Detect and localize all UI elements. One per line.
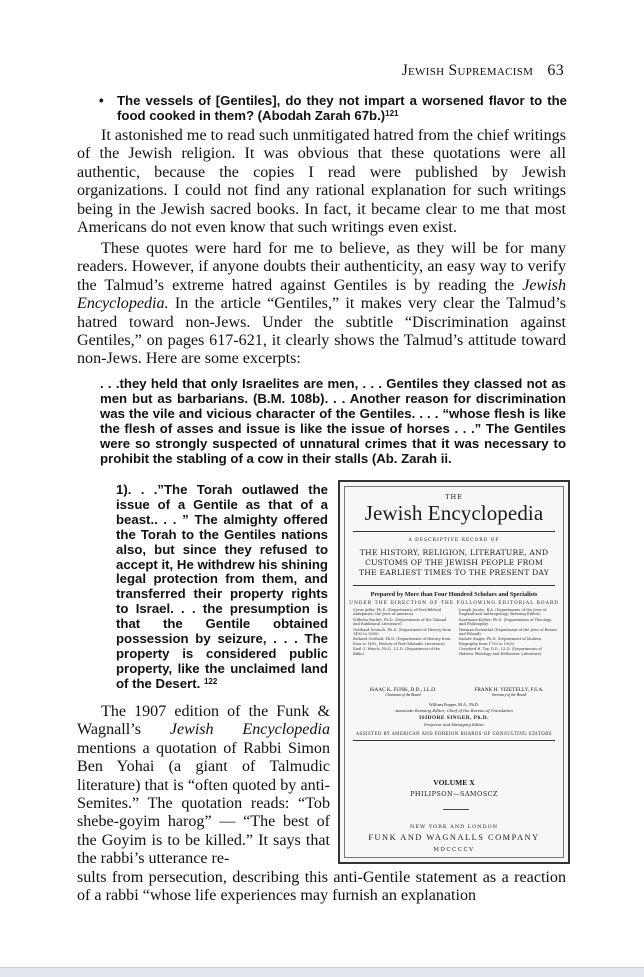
chair-right-role: Secretary of the Board	[491, 693, 527, 697]
fig-prepared-by: Prepared by More than Four Hundred Scholars and Specialists	[370, 591, 538, 598]
board-member: Emil G. Hirsch, Ph.D., LL.D. (Department of the Bible).	[353, 647, 440, 656]
figure-inner-border	[344, 486, 564, 858]
fig-projector-role: Projector and Managing Editor	[423, 722, 485, 727]
paragraph-1907-edition	[77, 703, 330, 869]
board-member: Isidore Singer, Ph.D. (Department of Modern Biography from 1750 to 1905).	[459, 637, 542, 646]
board-member: Joseph Jacobs, B.A. (Departments of the Jews of England and Anthropology; Revising Editor).	[459, 608, 547, 617]
board-member: Herman Rosenthal (Department of the Jews of Russia and Poland).	[459, 627, 557, 637]
paragraph-continuation: sults from persecution, describing this anti-Gentile statement as a reaction of a rabbi “whose life experiences may furnish an explanation	[77, 869, 566, 905]
fig-chair-left	[355, 687, 451, 697]
bullet-marker: •	[99, 93, 104, 108]
fig-rule-2	[353, 585, 555, 586]
chair-left-name: ISAAC K. FUNK, D.D., LL.D.	[369, 687, 437, 693]
fig-assisted-by: ASSISTED BY AMERICAN AND FOREIGN BOARDS OF CONSULTING EDITORS	[356, 731, 552, 736]
fig-chair-right	[459, 687, 559, 697]
fig-managing-role: Associate Revising Editor; Chief of the Bureau of Translation	[395, 708, 513, 713]
fig-editorial-board: UNDER THE DIRECTION OF THE FOLLOWING EDITORIAL BOARD	[349, 601, 559, 606]
fig-projector-name: ISIDORE SINGER, Ph.D.	[419, 715, 489, 721]
fig-rule-1	[353, 531, 555, 532]
page-number: 63	[547, 62, 564, 79]
bullet-quote-text: The vessels of [Gentiles], do they not impart a worsened flavor to the food cooked in them? (Abodah Zarah 67b.)	[117, 93, 567, 123]
fig-small-rule	[443, 809, 469, 810]
fig-the: THE	[445, 493, 463, 501]
block-quote-part-2	[116, 483, 328, 692]
fig-year: MDCCCCV	[433, 847, 475, 853]
board-member: Richard Gottheil, Ph.D. (Departments of History from Ezra to 1492; History of Post-Talmudic Literature).	[353, 637, 451, 646]
fig-volume-range: PHILIPSON—SAMOSCZ	[410, 790, 498, 798]
fig-descriptive-record: A DESCRIPTIVE RECORD OF	[408, 538, 500, 543]
paragraph-quotes-hard-b: In the article “Gentiles,” it makes very clear the Talmud’s hatred toward non-Jews. Under the subtitle “Discrimination against Gentiles,” on pages 617-621, it clearly shows the Talmud’s attitude toward non-Jews. Here are some excerpts:	[77, 295, 566, 368]
fig-title: Jewish Encyclopedia	[364, 501, 544, 525]
encyclopedia-title-page-figure	[338, 480, 570, 864]
bullet-quote	[117, 93, 567, 123]
fig-volume: VOLUME X	[433, 778, 475, 787]
board-member: Kaufmann Kohler, Ph.D. (Departments of Theology and Philosophy).	[459, 617, 552, 627]
fig-cities: NEW YORK AND LONDON	[409, 824, 499, 830]
paragraph-astonished: It astonished me to read such unmitigated hatred from the chief writings of the Jewish religion. It was obvious that these quotations were all authentic, because the copies I read were published by Jewish organizations. I could not find any rational explanation for such writings being in the Jewish sacred books. In fact, it became clear to me that most Americans do not even know that such writings even exist.	[77, 127, 566, 237]
board-member: Wilhelm Bacher, Ph.D. (Departments of the Talmud and Rabbinical Literature).	[353, 617, 447, 627]
board-member: Gotthard Deutsch, Ph.D. (Department of History from 1492 to 1905).	[353, 627, 452, 637]
chair-right-name: FRANK H. VIZETELLY, F.S.A.	[474, 687, 544, 693]
fig-board-left	[353, 608, 451, 656]
board-member: Cyrus Adler, Ph.D. (Departments of Post-Biblical Antiquities; the Jews of America).	[353, 608, 442, 617]
fig-publisher: FUNK AND WAGNALLS COMPANY	[368, 833, 540, 842]
header-title: Jewish Supremacism	[401, 62, 534, 79]
block-quote-part-2-text: 1). . .”The Torah outlawed the issue of a Gentile as that of a beast.. . . ” The almighty offered the Torah to the Gentiles nations also, but since they refused to accept it, He withdrew his shining legal protection from them, and transferred their property rights to Israel. . . the presumption is that the Gentile obtained possession by seizure, . . . The property is considered public property, like the unclaimed land of the Desert.	[116, 482, 328, 691]
footnote-ref-122: 122	[203, 676, 218, 686]
paragraph-quotes-hard-a: These quotes were hard for me to believe, as they will be for many readers. However, if anyone doubts their authenticity, an easy way to verify the Talmud’s extreme hatred against Gentiles is by reading the	[77, 240, 566, 294]
fig-board-right	[459, 608, 557, 656]
jewish-encyclopedia-italic-2: Jewish Encyclopedia	[169, 721, 331, 739]
jewish-encyclopedia-italic: Jewish Encyclopedia.	[77, 276, 566, 313]
footnote-ref-121: 121	[385, 109, 399, 118]
fig-managing-name: William Popper, M.A., Ph.D.	[428, 702, 480, 707]
fig-rule-3	[353, 740, 555, 741]
paragraph-1907-b: mentions a quotation of Rabbi Simon Ben Yohai (a giant of Talmudic literature) that is “often quoted by anti-Semites.” The quotation reads: “Tob shebe-goyim harog” — “The best of the Goyim is to be killed.” It says that the rabbi’s utterance re-	[77, 739, 330, 868]
paragraph-1907-a: The 1907 edition of the Funk & Wagnall’s	[77, 703, 330, 739]
block-quote-part-1: . . .they held that only Israelites are men, . . . Gentiles they classed not as men but as barbarians. (B.M. 108b). . . Another reason for discrimination was the vile and vicious character of the Gentiles. . . . “whose flesh is like the flesh of asses and issue is like the issue of horses . . .” The Gentiles were so strongly suspected of unnatural crimes that it was necessary to prohibit the stabling of a cow in their stalls (Ab. Zarah ii.	[100, 376, 566, 466]
paragraph-quotes-hard	[77, 240, 566, 369]
chair-left-role: Chairman of the Board	[385, 693, 421, 697]
running-header	[402, 62, 564, 80]
fig-description: THE HISTORY, RELIGION, LITERATURE, AND CUSTOMS OF THE JEWISH PEOPLE FROM THE EARLIEST TIMES TO THE PRESENT DAY	[359, 548, 549, 577]
board-member: Crawford H. Toy, D.D., LL.D. (Departments of Hebrew Philology and Hellenistic Literature).	[459, 647, 543, 656]
